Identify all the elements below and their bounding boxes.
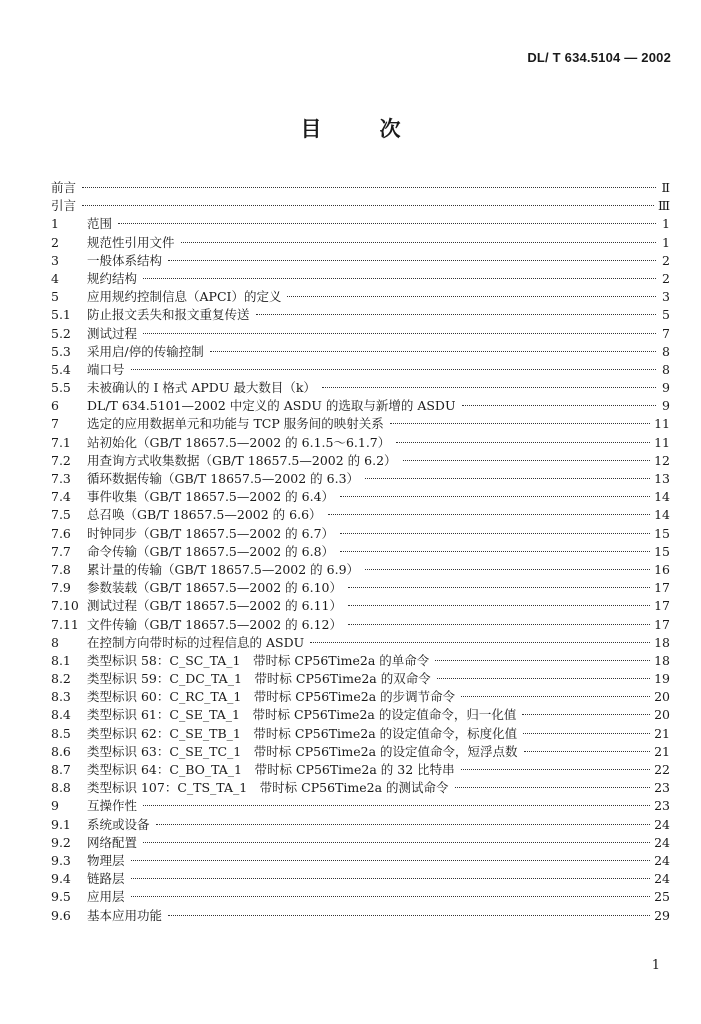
toc-entry-number: 6 <box>51 398 59 414</box>
toc-entry-number: 3 <box>51 252 59 268</box>
dot-leader <box>524 751 651 752</box>
toc-entry-number: 5 <box>51 289 59 305</box>
toc-entry-title: 类型标识 60：C_RC_TA_1 带时标 CP56Time2a 的步调节命令 <box>87 689 456 705</box>
dot-leader <box>131 896 651 897</box>
toc-entry[interactable] <box>51 215 670 233</box>
toc-entry-page: 20 <box>654 707 670 723</box>
toc-entry-page: 18 <box>654 634 670 650</box>
toc-entry-title: 总召唤（GB/T 18657.5—2002 的 6.6） <box>87 507 322 523</box>
dot-leader <box>390 423 650 424</box>
toc-entry-page: 8 <box>662 361 670 377</box>
toc-entry[interactable] <box>51 816 670 834</box>
toc-entry[interactable] <box>51 470 670 488</box>
toc-entry-number: 9.5 <box>51 889 71 905</box>
dot-leader <box>168 915 650 916</box>
toc-entry-number: 7.7 <box>51 543 71 559</box>
page-title: 目次 <box>300 117 459 141</box>
toc-entry-number: 8.2 <box>51 671 71 687</box>
toc-entry-page: 16 <box>654 561 670 577</box>
dot-leader <box>118 223 656 224</box>
toc-entry[interactable] <box>51 506 670 524</box>
toc-entry-number: 8 <box>51 634 59 650</box>
toc-entry-page: 17 <box>654 598 670 614</box>
toc-entry-page: Ⅲ <box>657 198 670 214</box>
toc-entry[interactable] <box>51 543 670 561</box>
toc-entry-number: 9.6 <box>51 907 71 923</box>
toc-entry[interactable] <box>51 270 670 288</box>
toc-entry-number: 9 <box>51 798 59 814</box>
dot-leader <box>82 205 654 206</box>
toc-entry[interactable] <box>51 852 670 870</box>
toc-entry-page: 19 <box>654 671 670 687</box>
dot-leader <box>523 733 650 734</box>
toc-entry-title: 测试过程 <box>87 325 138 341</box>
toc-entry-title: 未被确认的 I 格式 APDU 最大数目（k） <box>87 380 316 396</box>
toc-entry[interactable] <box>51 688 670 706</box>
toc-entry-number: 8.1 <box>51 652 71 668</box>
toc-entry-title: 类型标识 62：C_SE_TB_1 带时标 CP56Time2a 的设定值命令，标度化值 <box>87 725 518 741</box>
dot-leader <box>131 878 651 879</box>
dot-leader <box>522 714 650 715</box>
toc-entry-number: 8.5 <box>51 725 71 741</box>
toc-entry-page: Ⅱ <box>661 180 670 195</box>
toc-entry[interactable] <box>51 379 670 397</box>
dot-leader <box>348 587 650 588</box>
toc-entry-page: 15 <box>654 525 670 541</box>
toc-entry-number: 5.5 <box>51 380 71 396</box>
toc-entry-number: 5.1 <box>51 307 71 323</box>
dot-leader <box>131 860 651 861</box>
toc-entry-title: 累计量的传输（GB/T 18657.5—2002 的 6.9） <box>87 561 360 577</box>
dot-leader <box>156 824 651 825</box>
toc-entry-number: 7.1 <box>51 434 71 450</box>
toc-entry-number: 7.8 <box>51 561 71 577</box>
toc-entry-page: 21 <box>654 725 670 741</box>
toc-entry[interactable] <box>51 779 670 797</box>
toc-entry[interactable] <box>51 870 670 888</box>
toc-entry-page: 17 <box>654 580 670 596</box>
toc-entry-title: 事件收集（GB/T 18657.5—2002 的 6.4） <box>87 489 335 505</box>
toc-entry-title: 范围 <box>87 216 113 232</box>
dot-leader <box>143 333 656 334</box>
toc-entry-title: 前言 <box>51 180 77 195</box>
toc-entry-number: 8.3 <box>51 689 71 705</box>
toc-entry-page: 15 <box>654 543 670 559</box>
toc-entry[interactable] <box>51 834 670 852</box>
toc-entry-page: 2 <box>662 270 670 286</box>
toc-entry-title: 类型标识 61：C_SE_TA_1 带时标 CP56Time2a 的设定值命令，归一化值 <box>87 707 517 723</box>
toc-entry[interactable] <box>51 670 670 688</box>
toc-entry-title: 参数装载（GB/T 18657.5—2002 的 6.10） <box>87 580 342 596</box>
dot-leader <box>462 405 657 406</box>
toc-entry-page: 9 <box>662 398 670 414</box>
dot-leader <box>437 678 650 679</box>
toc-entry-page: 22 <box>654 762 670 777</box>
toc-entry[interactable] <box>51 288 670 306</box>
toc-entry-title: 类型标识 107：C_TS_TA_1 带时标 CP56Time2a 的测试命令 <box>87 780 449 796</box>
toc-entry-page: 1 <box>662 216 670 232</box>
toc-entry-page: 21 <box>654 743 670 759</box>
dot-leader <box>340 496 650 497</box>
toc-entry-number: 7.11 <box>51 616 79 632</box>
dot-leader <box>435 660 650 661</box>
toc-entry[interactable] <box>51 306 670 324</box>
dot-leader <box>143 842 650 843</box>
toc-entry-title: 采用启/停的传输控制 <box>87 343 204 359</box>
toc-entry-number: 7 <box>51 416 59 432</box>
toc-entry-title: 用查询方式收集数据（GB/T 18657.5—2002 的 6.2） <box>87 452 397 468</box>
toc-entry[interactable] <box>51 725 670 743</box>
toc-entry-page: 7 <box>662 325 670 341</box>
dot-leader <box>256 314 656 315</box>
toc-entry[interactable] <box>51 907 670 925</box>
toc-entry[interactable] <box>51 797 670 815</box>
toc-entry-number: 8.6 <box>51 743 71 759</box>
dot-leader <box>461 769 650 770</box>
toc-entry-number: 4 <box>51 270 59 286</box>
toc-entry-title: 类型标识 58：C_SC_TA_1 带时标 CP56Time2a 的单命令 <box>87 652 430 668</box>
toc-entry-page: 24 <box>654 852 670 868</box>
dot-leader <box>168 260 656 261</box>
dot-leader <box>181 242 656 243</box>
toc-entry-number: 7.2 <box>51 452 71 468</box>
toc-entry-number: 8.7 <box>51 762 71 777</box>
toc-entry[interactable] <box>51 616 670 634</box>
toc-entry-page: 24 <box>654 834 670 850</box>
toc-entry[interactable] <box>51 234 670 252</box>
toc-entry-number: 7.3 <box>51 471 71 486</box>
toc-entry-title: 规约结构 <box>87 270 138 286</box>
toc-entry-number: 9.2 <box>51 834 71 850</box>
dot-leader <box>143 805 650 806</box>
dot-leader <box>82 187 656 188</box>
toc-entry-title: 在控制方向带时标的过程信息的 ASDU <box>87 634 305 650</box>
toc-entry-page: 24 <box>654 816 670 832</box>
dot-leader <box>403 460 651 461</box>
toc-entry-page: 3 <box>662 289 670 305</box>
toc-entry-page: 1 <box>662 234 670 250</box>
toc-entry[interactable] <box>51 634 670 652</box>
dot-leader <box>461 696 650 697</box>
toc-entry-title: 应用层 <box>87 889 125 905</box>
toc-entry-page: 13 <box>654 471 670 486</box>
dot-leader <box>322 387 656 388</box>
toc-entry-number: 5.2 <box>51 325 71 341</box>
dot-leader <box>348 605 650 606</box>
toc-entry-title: 类型标识 63：C_SE_TC_1 带时标 CP56Time2a 的设定值命令，短浮点数 <box>87 743 518 759</box>
toc-entry[interactable] <box>51 597 670 615</box>
dot-leader <box>455 787 651 788</box>
toc-entry-page: 14 <box>654 489 670 505</box>
toc-entry-title: 类型标识 64：C_BO_TA_1 带时标 CP56Time2a 的 32 比特串 <box>87 762 455 777</box>
toc-entry-page: 5 <box>662 307 670 323</box>
dot-leader <box>210 351 656 352</box>
toc-entry[interactable] <box>51 488 670 506</box>
toc-entry-number: 2 <box>51 234 59 250</box>
toc-entry-page: 11 <box>654 416 670 432</box>
toc-entry-page: 20 <box>654 689 670 705</box>
dot-leader <box>328 514 651 515</box>
toc-entry-title: 循环数据传输（GB/T 18657.5—2002 的 6.3） <box>87 471 360 486</box>
dot-leader <box>365 569 650 570</box>
toc-entry-number: 7.10 <box>51 598 79 614</box>
toc-entry[interactable] <box>51 888 670 906</box>
toc-entry-page: 25 <box>654 889 670 905</box>
toc-entry-title: 类型标识 59：C_DC_TA_1 带时标 CP56Time2a 的双命令 <box>87 671 431 687</box>
toc-entry-title: 站初始化（GB/T 18657.5—2002 的 6.1.5～6.1.7） <box>87 434 391 450</box>
toc-entry[interactable] <box>51 361 670 379</box>
toc-entry[interactable] <box>51 197 670 215</box>
toc-entry-number: 5.3 <box>51 343 71 359</box>
toc-entry-number: 9.1 <box>51 816 71 832</box>
toc-entry-title: 网络配置 <box>87 834 138 850</box>
dot-leader <box>310 642 650 643</box>
toc-entry-number: 7.4 <box>51 489 71 505</box>
toc-entry-page: 9 <box>662 380 670 396</box>
toc-entry-title: 规范性引用文件 <box>87 234 175 250</box>
toc-entry[interactable] <box>51 561 670 579</box>
toc-entry-title: 时钟同步（GB/T 18657.5—2002 的 6.7） <box>87 525 335 541</box>
toc-entry-title: 测试过程（GB/T 18657.5—2002 的 6.11） <box>87 598 342 614</box>
toc-entry-title: 互操作性 <box>87 798 138 814</box>
toc-entry[interactable] <box>51 652 670 670</box>
toc-entry-number: 5.4 <box>51 361 71 377</box>
toc-entry-page: 24 <box>654 871 670 887</box>
toc-entry-page: 23 <box>654 798 670 814</box>
dot-leader <box>340 551 650 552</box>
dot-leader <box>365 478 650 479</box>
toc-entry[interactable] <box>51 761 670 779</box>
toc-entry-number: 7.5 <box>51 507 71 523</box>
toc-entry-number: 1 <box>51 216 59 232</box>
toc-entry-title: 基本应用功能 <box>87 907 163 923</box>
toc-entry-number: 9.3 <box>51 852 71 868</box>
toc-entry[interactable] <box>51 343 670 361</box>
dot-leader <box>340 533 650 534</box>
toc-entry-title: 应用规约控制信息（APCI）的定义 <box>87 289 282 305</box>
toc-entry-title: 引言 <box>51 198 77 214</box>
toc-entry-title: 命令传输（GB/T 18657.5—2002 的 6.8） <box>87 543 335 559</box>
toc-entry-title: DL/T 634.5101—2002 中定义的 ASDU 的选取与新增的 ASDU <box>87 398 456 414</box>
toc-entry[interactable] <box>51 525 670 543</box>
toc-entry[interactable] <box>51 325 670 343</box>
toc-entry-number: 7.6 <box>51 525 71 541</box>
toc-entry-number: 9.4 <box>51 871 71 887</box>
toc-entry-title: 物理层 <box>87 852 125 868</box>
toc-entry-title: 文件传输（GB/T 18657.5—2002 的 6.12） <box>87 616 342 632</box>
toc-entry[interactable] <box>51 452 670 470</box>
toc-entry-page: 8 <box>662 343 670 359</box>
toc-entry[interactable] <box>51 415 670 433</box>
toc-entry-page: 14 <box>654 507 670 523</box>
toc-entry[interactable] <box>51 706 670 724</box>
toc-entry[interactable] <box>51 579 670 597</box>
toc-entry-page: 29 <box>654 907 670 923</box>
toc-entry-number: 8.8 <box>51 780 71 796</box>
toc-entry-page: 12 <box>654 452 670 468</box>
dot-leader <box>131 369 656 370</box>
toc-entry[interactable] <box>51 434 670 452</box>
standard-code: DL/ T 634.5104 — 2002 <box>527 50 671 65</box>
toc-entry-title: 端口号 <box>87 361 125 377</box>
dot-leader <box>396 442 650 443</box>
toc-entry[interactable] <box>51 252 670 270</box>
toc-entry-page: 23 <box>654 780 670 796</box>
toc-entry-page: 2 <box>662 252 670 268</box>
dot-leader <box>143 278 656 279</box>
table-of-contents <box>51 179 670 925</box>
toc-entry-title: 选定的应用数据单元和功能与 TCP 服务间的映射关系 <box>87 416 384 432</box>
toc-entry-page: 11 <box>654 434 670 450</box>
toc-entry[interactable] <box>51 179 670 197</box>
toc-entry-number: 7.9 <box>51 580 71 596</box>
toc-entry-page: 18 <box>654 652 670 668</box>
toc-entry[interactable] <box>51 743 670 761</box>
dot-leader <box>348 624 650 625</box>
toc-entry-page: 17 <box>654 616 670 632</box>
toc-entry-title: 系统或设备 <box>87 816 150 832</box>
page-number: 1 <box>651 958 660 973</box>
toc-entry-title: 防止报文丢失和报文重复传送 <box>87 307 250 323</box>
toc-entry-title: 链路层 <box>87 871 125 887</box>
dot-leader <box>287 296 656 297</box>
toc-entry-number: 8.4 <box>51 707 71 723</box>
toc-entry-title: 一般体系结构 <box>87 252 163 268</box>
toc-entry[interactable] <box>51 397 670 415</box>
